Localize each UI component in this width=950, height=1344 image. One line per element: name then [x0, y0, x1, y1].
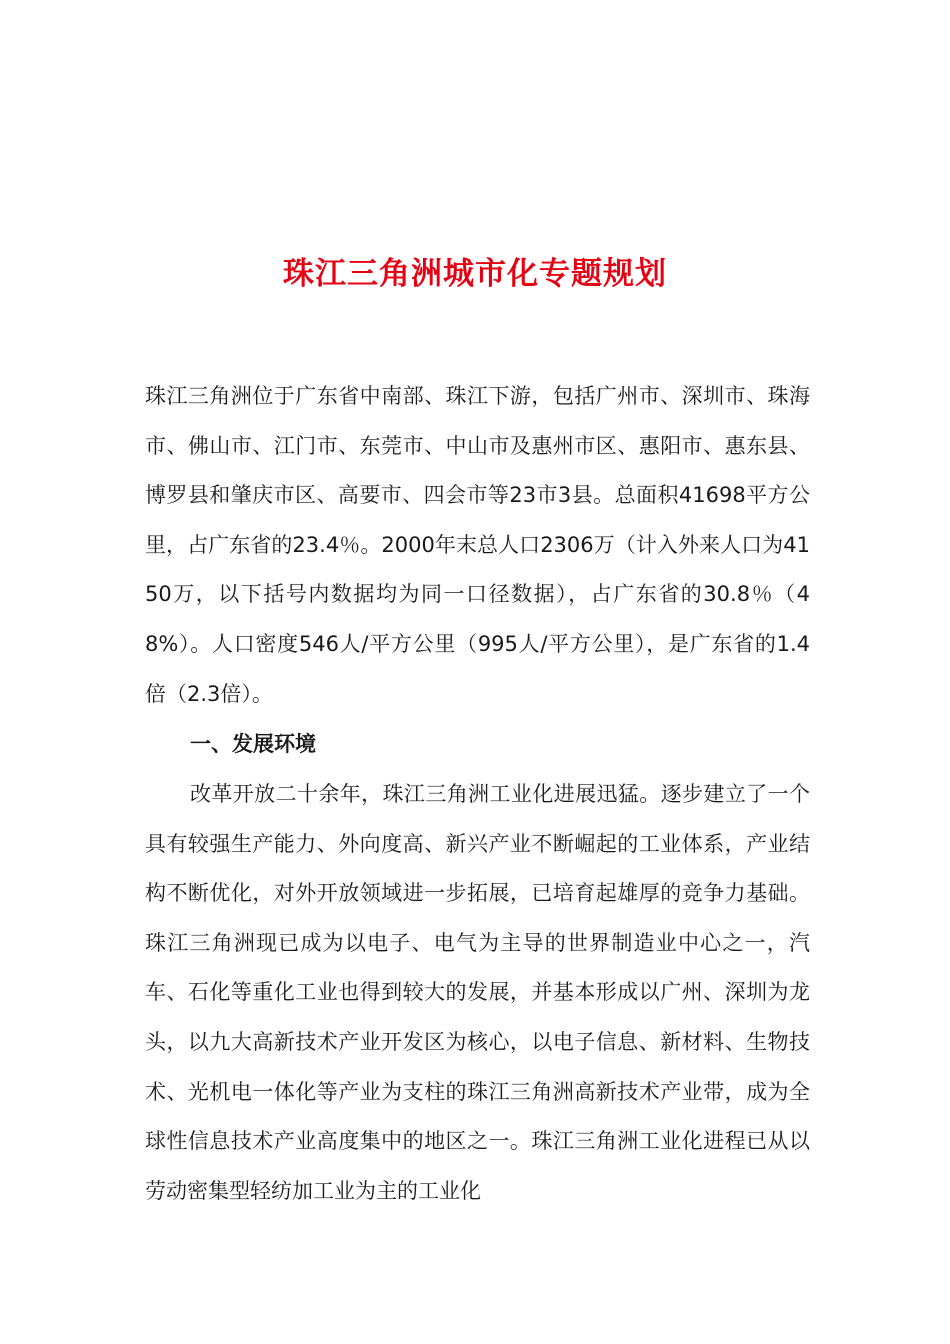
body-paragraph: 改革开放二十余年，珠江三角洲工业化进展迅猛。逐步建立了一个具有较强生产能力、外向度高、新兴产业不断崛起的工业体系，产业结构不断优化，对外开放领域进一步拓展，已培育起雄厚的竞争力基础。珠江三角洲现已成为以电子、电气为主导的世界制造业中心之一，汽车、石化等重化工业也得到较大的发展，并基本形成以广州、深圳为龙头，以九大高新技术产业开发区为核心，以电子信息、新材料、生物技术、光机电一体化等产业为支柱的珠江三角洲高新技术产业带，成为全球性信息技术产业高度集中的地区之一。珠江三角洲工业化进程已从以劳动密集型轻纺加工业为主的工业化: [145, 782, 810, 1203]
section-heading: 一、发展环境: [190, 732, 316, 756]
intro-paragraph: 珠江三角洲位于广东省中南部、珠江下游，包括广州市、深圳市、珠海市、佛山市、江门市、东莞市、中山市及惠州市区、惠阳市、惠东县、博罗县和肇庆市区、高要市、四会市等23市3县。总面积41698平方公里，占广东省的23.4％。2000年末总人口2306万（计入外来人口为4150万，以下括号内数据均为同一口径数据），占广东省的30.8％（48%）。人口密度546人/平方公里（995人/平方公里），是广东省的1.4倍（2.3倍）。: [145, 384, 810, 706]
document-title: 珠江三角洲城市化专题规划: [283, 256, 667, 292]
